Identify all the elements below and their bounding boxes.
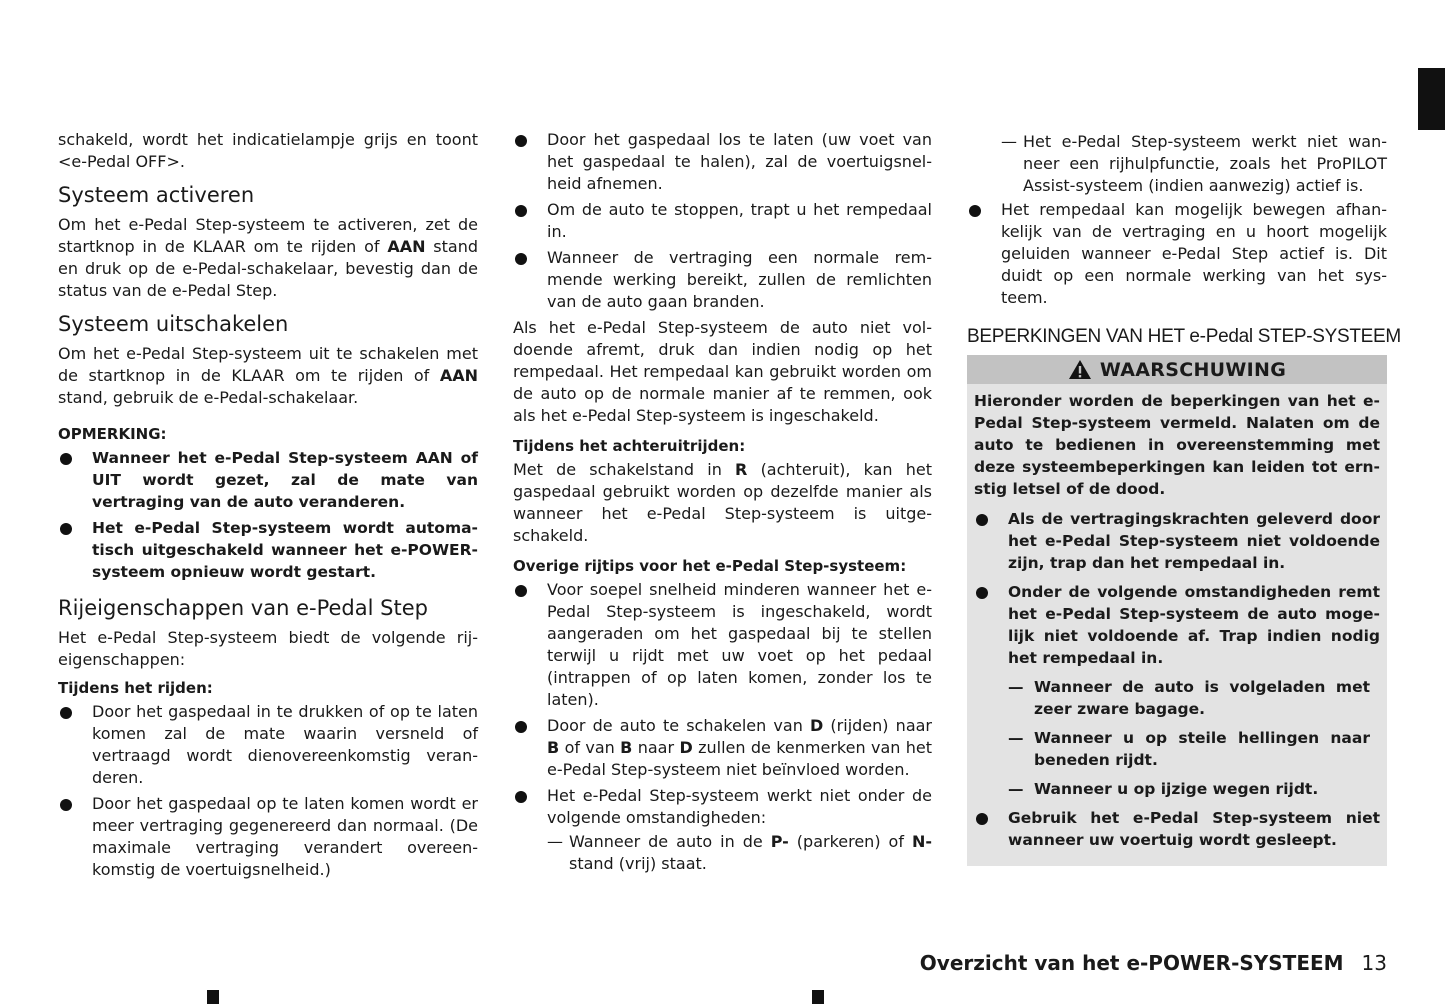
warning-conditions — [1008, 676, 1380, 800]
reverse-subheading: Tijdens het achteruitrijden: — [513, 437, 746, 455]
list-item: Het rempedaal kan mogelijk bewegen afhan-kelijk van de vertraging en u hoort mogelijk geluiden wanneer e-Pedal Step actief is. Dit duidt op een normale werking van het sys-teem. — [967, 199, 1387, 309]
chapter-tab-marker — [1418, 68, 1445, 130]
list-item: Door het gaspedaal in te drukken of op te laten komen zal de mate waarin versneld of vertraagd wordt dienovereenkomstig veran-deren. — [58, 701, 478, 789]
warning-box — [967, 355, 1387, 866]
conditions-list — [547, 831, 932, 875]
crop-mark — [812, 990, 824, 1004]
list-item: Door de auto te schakelen van D (rijden) naar B of van B naar D zullen de kenmerken van het e-Pedal Step-systeem niet beïnvloed worden. — [513, 715, 932, 781]
crop-mark — [207, 990, 219, 1004]
conditions-list-continued — [967, 131, 1387, 197]
list-item: Om de auto te stoppen, trapt u het rempedaal in. — [513, 199, 932, 243]
intro-paragraph: schakeld, wordt het indicatielampje grijs en toont <e-Pedal OFF>. — [58, 130, 478, 171]
column-middle — [513, 129, 932, 879]
list-item: Onder de volgende omstandigheden remt het e-Pedal Step-systeem de auto moge-lijk niet voldoende af. Trap indien nodig het rempedaal in. — Wanneer de auto is volgeladen met zeer zware bagage. — Wanneer u op steile hellingen naar beneden rijdt. — Wanneer u op ijzige wegen rijdt. — [974, 581, 1380, 800]
warning-body — [967, 384, 1387, 851]
heading-systeem-activeren: Systeem activeren — [58, 183, 255, 207]
list-item: Gebruik het e-Pedal Step-systeem niet wanneer uw voertuig wordt gesleept. — [974, 807, 1380, 851]
dash-item: — Wanneer u op ijzige wegen rijdt. — [1008, 778, 1370, 800]
note-list — [58, 447, 478, 583]
list-item: Voor soepel snelheid minderen wanneer het e-Pedal Step-systeem is ingeschakeld, wordt aangeraden om het gaspedaal bij te stellen terwijl u rijdt met uw voet op het pedaal (intrappen of op laten komen, zonder los te laten). — [513, 579, 932, 711]
column-right — [967, 129, 1401, 866]
driving-list-continued — [513, 129, 932, 313]
heading-rijeigenschappen: Rijeigenschappen van e-Pedal Step — [58, 596, 428, 620]
dash-item: — Het e-Pedal Step-systeem werkt niet wan-neer een rijhulpfunctie, zoals het ProPILOT Assist-systeem (indien aanwezig) actief is. — [1001, 131, 1387, 197]
activate-paragraph: Om het e-Pedal Step-systeem te activeren, zet de startknop in de KLAAR om te rijden of AAN stand en druk op de e-Pedal-schakelaar, bevestig dan de status van de e-Pedal Step. — [58, 215, 479, 300]
column-left — [58, 129, 478, 885]
brake-paragraph: Als het e-Pedal Step-systeem de auto niet vol-doende afremt, druk dan indien nodig op het rempedaal. Het rempedaal kan gebruikt worden om de auto op de normale manier af te remmen, ook als het e-Pedal Step-systeem is ingeschakeld. — [513, 318, 932, 425]
page-footer — [920, 950, 1387, 976]
driving-intro: Het e-Pedal Step-systeem biedt de volgende rij-eigenschappen: — [58, 628, 478, 669]
list-item: Door het gaspedaal op te laten komen wordt er meer vertraging gegenereerd dan normaal. (De maximale vertraging verandert overeen-komstig de voertuigsnelheid.) — [58, 793, 478, 881]
warning-header — [967, 355, 1387, 384]
deactivate-paragraph: Om het e-Pedal Step-systeem uit te schakelen met de startknop in de KLAAR om te rijden of AAN stand, gebruik de e-Pedal-schakelaar. — [58, 344, 478, 407]
warning-intro: Hieronder worden de beperkingen van het e-Pedal Step-systeem vermeld. Nalaten om de auto te bedienen in overeenstemming met deze systeembeperkingen kan leiden tot ern-stig letsel of de dood. — [974, 392, 1380, 498]
section-heading-beperkingen: BEPERKINGEN VAN HET e-Pedal STEP-SYSTEEM — [967, 326, 1401, 347]
warning-list — [974, 508, 1380, 851]
driving-subheading: Tijdens het rijden: — [58, 679, 213, 697]
note-label: OPMERKING: — [58, 425, 167, 443]
dash-item: — Wanneer de auto in de P- (parkeren) of N- stand (vrij) staat. — [547, 831, 932, 875]
tips-list — [513, 579, 932, 875]
dash-item: — Wanneer de auto is volgeladen met zeer zware bagage. — [1008, 676, 1370, 720]
list-item: Het e-Pedal Step-systeem wordt automa-tisch uitgeschakeld wanneer het e-POWER-systeem opnieuw wordt gestart. — [58, 517, 478, 583]
heading-systeem-uitschakelen: Systeem uitschakelen — [58, 312, 289, 336]
warning-title: WAARSCHUWING — [1099, 358, 1287, 381]
tips-list-continued — [967, 199, 1387, 309]
list-item: Wanneer de vertraging een normale rem-mende werking bereikt, zullen de remlichten van de auto gaan branden. — [513, 247, 932, 313]
list-item: Als de vertragingskrachten geleverd door het e-Pedal Step-systeem niet voldoende zijn, trap dan het rempedaal in. — [974, 508, 1380, 574]
list-item: Wanneer het e-Pedal Step-systeem AAN of UIT wordt gezet, zal de mate van vertraging van de auto veranderen. — [58, 447, 478, 513]
page-number: 13 — [1361, 951, 1387, 975]
reverse-paragraph: Met de schakelstand in R (achteruit), kan het gaspedaal gebruikt worden op dezelfde manier als wanneer het e-Pedal Step-systeem is uitge-schakeld. — [513, 460, 933, 545]
dash-item: — Wanneer u op steile hellingen naar beneden rijdt. — [1008, 727, 1370, 771]
footer-chapter-title: Overzicht van het e-POWER-SYSTEEM — [919, 951, 1344, 975]
tips-subheading: Overige rijtips voor het e-Pedal Step-systeem: — [513, 557, 907, 575]
driving-list — [58, 701, 478, 881]
list-item: Door het gaspedaal los te laten (uw voet van het gaspedaal te halen), zal de voertuigsnel-heid afnemen. — [513, 129, 932, 195]
list-item: Het e-Pedal Step-systeem werkt niet onder de volgende omstandigheden: — Wanneer de auto in de P- (parkeren) of N- stand (vrij) staat. — [513, 785, 932, 875]
warning-triangle-icon — [1068, 359, 1092, 380]
